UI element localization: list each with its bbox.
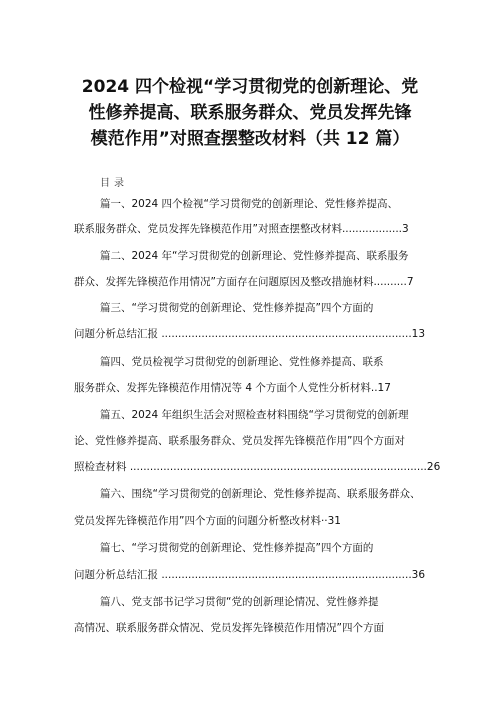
toc-entry-line[interactable]: 篇八、党支部书记学习贯彻“党的创新理论情况、党性修养提 [100,596,379,608]
toc-entry-line[interactable]: 问题分析总结汇报 ...........................................................................36 [74,569,426,581]
title-line: 性修养提高、联系服务群众、党员发挥先锋 [88,103,412,123]
toc-entry-line[interactable]: 篇七、“学习贯彻党的创新理论、党性修养提高”四个方面的 [100,542,374,554]
toc-entry-line[interactable]: 问题分析总结汇报 ...........................................................................13 [74,328,426,340]
toc-entry-line[interactable]: 篇六、围绕“学习贯彻党的创新理论、党性修养提高、联系服务群众、 [100,488,421,500]
toc-heading: 目录 [100,178,128,189]
title-line: 2024 四个检视“学习贯彻党的创新理论、党 [81,77,419,97]
toc-entry-line[interactable]: 论、党性修养提高、联系服务群众、党员发挥先锋模范作用”四个方面对 [74,435,405,447]
toc-entry-line[interactable]: 篇一、2024 四个检视“学习贯彻党的创新理论、党性修养提高、 [100,198,398,210]
toc-entry-line[interactable]: 党员发挥先锋模范作用”四个方面的问题分析整改材料··31 [74,515,341,527]
toc-entry-line[interactable]: 联系服务群众、党员发挥先锋模范作用”对照查摆整改材料..................3 [74,223,409,235]
toc-entry-line[interactable]: 篇三、“学习贯彻党的创新理论、党性修养提高”四个方面的 [100,302,374,314]
toc-entry-line[interactable]: 照检查材料 .........................................................................................26 [74,461,441,473]
toc-entry-line[interactable]: 高情况、联系服务群众情况、党员发挥先锋模范作用情况”四个方面 [74,622,384,634]
toc-entry-line[interactable]: 篇四、党员检视学习贯彻党的创新理论、党性修养提高、联系 [100,356,384,368]
toc-entry-line[interactable]: 篇五、2024 年组织生活会对照检查材料围绕“学习贯彻党的创新理 [100,409,409,421]
toc-entry-line[interactable]: 群众、发挥先锋模范作用情况”方面存在问题原因及整改措施材料..........7 [74,276,414,288]
toc-entry-line[interactable]: 篇二、2024 年“学习贯彻党的创新理论、党性修养提高、联系服务 [100,250,409,262]
title-line: 模范作用”对照查摆整改材料（共 12 篇） [90,129,410,149]
toc-entry-line[interactable]: 服务群众、发挥先锋模范作用情况等 4 个方面个人党性分析材料..17 [74,382,391,394]
